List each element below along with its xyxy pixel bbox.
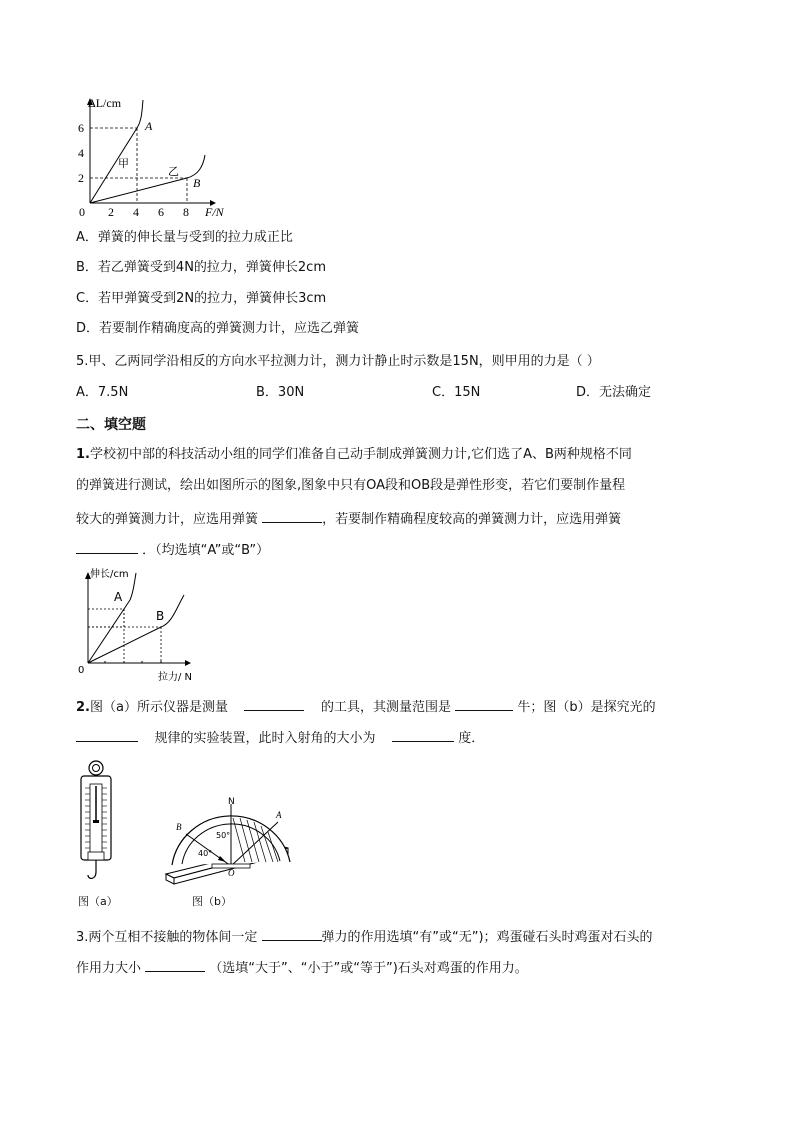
angle-label-40: 40° bbox=[198, 849, 213, 858]
spring-ab-graph bbox=[72, 565, 222, 687]
fill-question-1-line3 bbox=[76, 508, 621, 529]
question-text: ．（均选填“A”或“B”） bbox=[142, 543, 270, 558]
question-text: 规律的实验装置，此时入射角的大小为 bbox=[154, 731, 376, 746]
question-text: 图（a）所示仪器是测量 bbox=[89, 700, 228, 715]
answer-blank[interactable] bbox=[76, 539, 138, 554]
figure-b-caption: 图（b） bbox=[192, 895, 232, 908]
question-text: 的工具，其测量范围是 bbox=[321, 700, 452, 715]
answer-blank[interactable] bbox=[76, 727, 138, 742]
origin-label: 0 bbox=[78, 665, 85, 676]
question-text: （选填“大于”、“小于”或“等于”)石头对鸡蛋的作用力。 bbox=[209, 961, 528, 976]
question-number: 1. bbox=[76, 447, 90, 462]
question-text: 较大的弹簧测力计，应选用弹簧 bbox=[76, 512, 259, 527]
figure-a-caption: 图（a） bbox=[78, 895, 118, 908]
question-5-stem: 5.甲、乙两同学沿相反的方向水平拉测力计，测力计静止时示数是15N，则甲用的力是（ ） bbox=[76, 354, 600, 369]
x-tick: 8 bbox=[183, 205, 189, 219]
question-text: 3.两个互相不接触的物体间一定 bbox=[76, 930, 258, 945]
angle-label-50: 50° bbox=[216, 831, 231, 840]
y-axis-label: 伸长/cm bbox=[90, 569, 129, 580]
option-d: D．若要制作精确度高的弹簧测力计，应选乙弹簧 bbox=[76, 321, 360, 336]
y-tick: 6 bbox=[78, 121, 84, 135]
question-text: 弹力的作用选填“有”或“无”)；鸡蛋碰石头时鸡蛋对石头的 bbox=[321, 930, 653, 945]
curve-label-b: B bbox=[193, 176, 201, 190]
fill-question-2-line1 bbox=[76, 696, 656, 717]
answer-blank[interactable] bbox=[244, 696, 304, 711]
curve-label-b: B bbox=[156, 609, 165, 623]
q5-option-a: A．7.5N bbox=[76, 385, 129, 400]
answer-blank[interactable] bbox=[262, 508, 322, 523]
q5-option-d: D．无法确定 bbox=[576, 385, 652, 400]
question-text: 牛；图（b）是探究光的 bbox=[517, 700, 656, 715]
question-text: 作用力大小 bbox=[76, 961, 142, 976]
option-b: B．若乙弹簧受到4N的拉力，弹簧伸长2cm bbox=[76, 260, 326, 275]
spring-extension-graph bbox=[70, 95, 240, 225]
ray-label-a: A bbox=[276, 810, 282, 820]
option-a: A．弹簧的伸长量与受到的拉力成正比 bbox=[76, 230, 293, 245]
x-axis-label: 拉力/ N bbox=[158, 672, 193, 683]
question-text: 度． bbox=[458, 731, 485, 746]
fill-question-1-line4 bbox=[76, 539, 269, 560]
x-tick: 6 bbox=[158, 205, 164, 219]
question-text: ，若要制作精确程度较高的弹簧测力计，应选用弹簧 bbox=[322, 512, 622, 527]
curve-label-jia: 甲 bbox=[118, 157, 129, 170]
light-reflection-apparatus bbox=[160, 790, 295, 890]
y-tick: 4 bbox=[78, 146, 84, 160]
x-tick: 4 bbox=[133, 205, 139, 219]
x-tick: 2 bbox=[108, 205, 114, 219]
y-tick: 2 bbox=[78, 171, 84, 185]
spring-scale-illustration bbox=[74, 756, 124, 891]
x-tick: 0 bbox=[79, 205, 85, 219]
fill-question-3-line1 bbox=[76, 926, 653, 947]
section-title: 二、填空题 bbox=[76, 417, 146, 433]
option-c: C．若甲弹簧受到2N的拉力，弹簧伸长3cm bbox=[76, 291, 327, 306]
curve-label-yi: 乙 bbox=[168, 165, 179, 178]
answer-blank[interactable] bbox=[262, 926, 322, 941]
answer-blank[interactable] bbox=[145, 957, 205, 972]
answer-blank[interactable] bbox=[455, 696, 513, 711]
ray-label-b: B bbox=[176, 822, 182, 832]
fill-question-1-line1 bbox=[76, 446, 632, 464]
question-number: 2. bbox=[76, 700, 90, 715]
curve-label-a: A bbox=[145, 119, 153, 133]
curve-label-a: A bbox=[114, 590, 123, 604]
answer-blank[interactable] bbox=[392, 727, 454, 742]
q5-option-c: C．15N bbox=[432, 385, 481, 400]
point-label-o: O bbox=[228, 868, 235, 878]
fill-question-2-line2 bbox=[76, 727, 484, 748]
fill-question-3-line2 bbox=[76, 957, 528, 978]
y-axis-label: ΔL/cm bbox=[88, 96, 122, 110]
question-text: 学校初中部的科技活动小组的同学们准备自己动手制成弹簧测力计,它们选了A、B两种规格不同 bbox=[89, 447, 632, 462]
x-axis-label: F/N bbox=[205, 205, 224, 219]
normal-label: N bbox=[228, 797, 235, 807]
q5-option-b: B．30N bbox=[256, 385, 305, 400]
fill-question-1-line2: 的弹簧进行测试，绘出如图所示的图象,图象中只有OA段和OB段是弹性形变，若它们要制作量程 bbox=[76, 478, 626, 493]
